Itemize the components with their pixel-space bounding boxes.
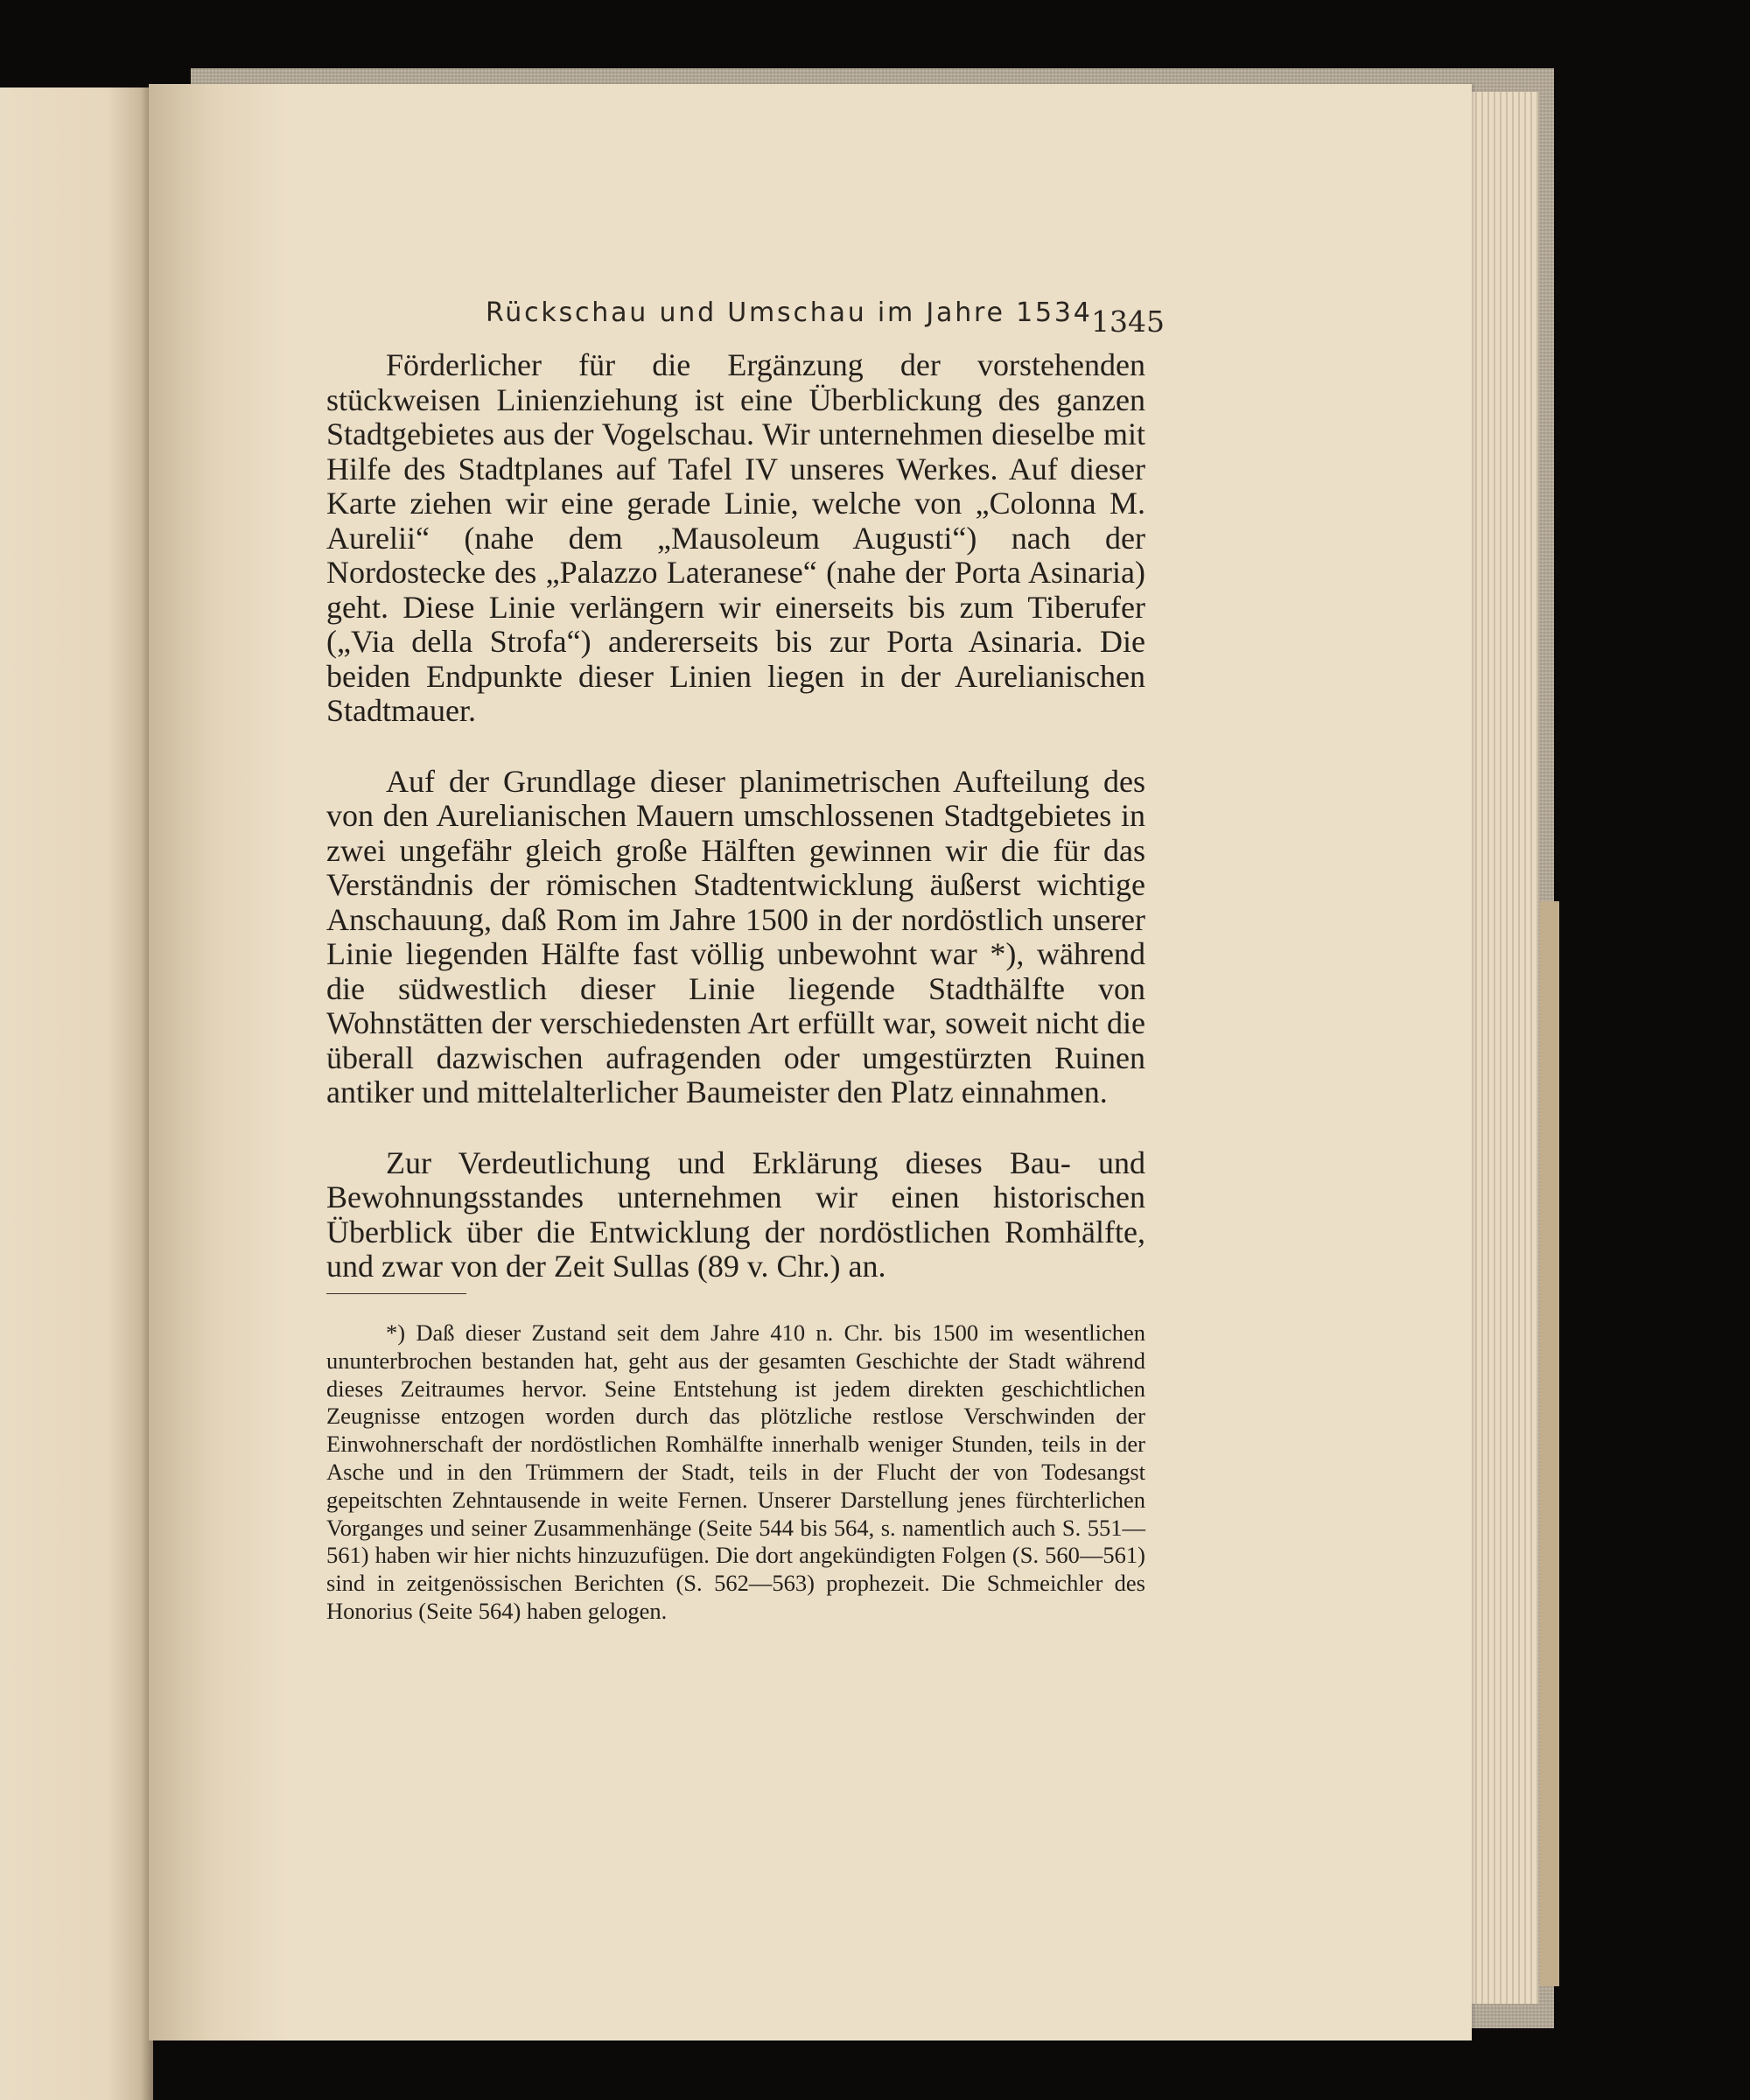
footnote-divider <box>326 1293 466 1294</box>
paragraph: Förderlicher für die Ergänzung der vorstehenden stückweisen Linienziehung ist eine Überblickung des ganzen Stadtgebietes aus der Vogelschau. Wir unternehmen dieselbe mit Hilfe des Stadtplanes auf Tafel IV unseres Werkes. Auf dieser Karte ziehen wir eine gerade Linie, welche von „Colonna M. Aurelii“ (nahe dem „Mausoleum Augusti“) nach der Nordostecke des „Palazzo Lateranese“ (nahe der Porta Asinaria) geht. Diese Linie verlängern wir einerseits bis zum Tiberufer („Via della Strofa“) andererseits bis zur Porta Asinaria. Die beiden Endpunkte dieser Linien liegen in der Aurelianischen Stadtmauer. <box>326 347 1145 728</box>
running-head: Rückschau und Umschau im Jahre 1534 <box>486 298 1093 328</box>
footnote: *) Daß dieser Zustand seit dem Jahre 410 n. Chr. bis 1500 im wesentlichen ununterbrochen bestanden hat, geht aus der gesamten Geschichte der Stadt während dieses Zeitraumes hervor. Seine Entstehung ist jedem direkten geschichtlichen Zeugnisse entzogen worden durch das plötzliche restlose Verschwinden der Einwohnerschaft der nordöstlichen Romhälfte innerhalb weniger Stunden, teils in der Asche und in den Trümmern der Stadt, teils in der Flucht der von Todesangst gepeitschten Zehntausende in weite Fernen. Unserer Darstellung jenes fürchterlichen Vorganges und seiner Zusammenhänge (Seite 544 bis 564, s. namentlich auch S. 551—561) haben wir hier nichts hinzuzufügen. Die dort angekündigten Folgen (S. 560—561) sind in zeitgenössischen Berichten (S. 562—563) prophezeit. Die Schmeichler des Honorius (Seite 564) haben gelogen. <box>326 1320 1145 1624</box>
page-number: 1345 <box>1091 304 1165 339</box>
left-page-edge <box>0 88 153 2100</box>
body-text <box>326 348 1145 1320</box>
paragraph: Auf der Grundlage dieser planimetrischen Aufteilung des von den Aurelianischen Mauern umschlossenen Stadtgebietes in zwei ungefähr gleich große Hälften gewinnen wir die für das Verständnis der römischen Stadtentwicklung äußerst wichtige Anschauung, daß Rom im Jahre 1500 in der nordöstlich unserer Linie liegenden Hälfte fast völlig unbewohnt war *), während die südwestlich dieser Linie liegende Stadthälfte von Wohnstätten der verschiedensten Art erfüllt war, soweit nicht die überall dazwischen aufragenden oder umgestürzten Ruinen antiker und mittelalterlicher Baumeister den Platz einnahmen. <box>326 763 1145 1110</box>
paragraph: Zur Verdeutlichung und Erklärung dieses Bau- und Bewohnungsstandes unternehmen wir einen historischen Überblick über die Entwicklung der nordöstlichen Romhälfte, und zwar von der Zeit Sullas (89 v. Chr.) an. <box>326 1144 1145 1284</box>
bookmark-strip <box>1540 901 1559 1986</box>
